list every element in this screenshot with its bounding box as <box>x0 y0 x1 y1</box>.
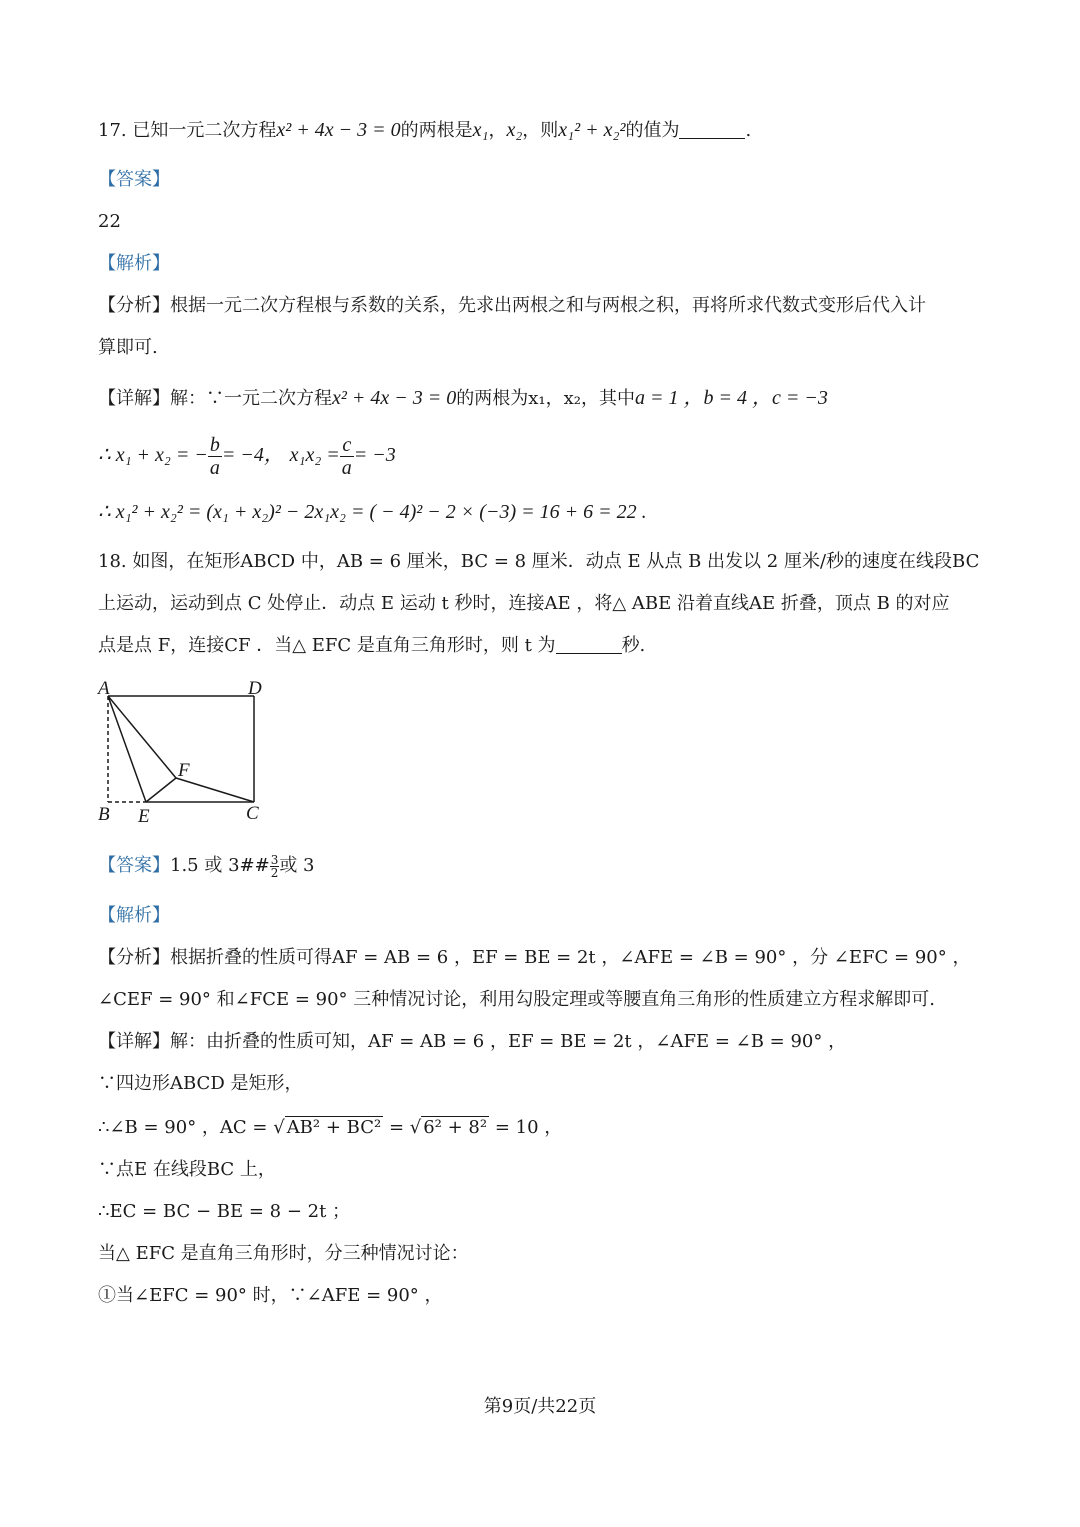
edge-FE <box>146 778 176 802</box>
q18-detail-line-6: 当△ EFC 是直角三角形时，分三种情况讨论： <box>98 1243 469 1264</box>
q17-detail-mid: 的两根为x₁，x₂，其中 <box>456 388 635 409</box>
q17-detail-equation: x² + 4x − 3 = 0 <box>332 387 457 409</box>
q17-coefficients: a = 1 ，b = 4 ，c = −3 <box>634 387 828 409</box>
label-D: D <box>248 678 262 699</box>
rectangle-fold-figure <box>92 674 282 832</box>
ac-lhs: ∴∠B = 90° ，AC = √ <box>98 1117 285 1138</box>
q17-detail-pre: 解：∵一元二次方程 <box>170 388 332 409</box>
edge-AF <box>108 696 176 778</box>
label-B: B <box>98 804 110 825</box>
q18-detail-line-3 <box>98 1114 562 1142</box>
frac-num: 3 <box>270 852 279 867</box>
fraction-b-over-a <box>208 434 222 479</box>
answer-blank <box>556 635 622 654</box>
q18-detail-line-2: ∵四边形ABCD 是矩形， <box>98 1073 303 1094</box>
q18-line-2: 上运动，运动到点 C 处停止．动点 E 运动 t 秒时，连接AE ，将△ ABE 沿着直线AE 折叠，顶点 B 的对应 <box>98 593 950 614</box>
label-F: F <box>178 760 190 781</box>
analysis-tag: 【解析】 <box>98 253 170 274</box>
q17-suffix: 的值为 <box>625 120 680 141</box>
q17-expression: x₁² + x₂² <box>558 119 626 141</box>
q17-analysis-line-2: 算即可. <box>98 337 158 358</box>
answer-tag: 【答案】 <box>98 855 170 876</box>
answer-18-tail: 或 3 <box>279 855 315 876</box>
frac-num: c <box>340 434 354 457</box>
q17-mid2: ，则 <box>522 120 559 141</box>
frac-den: a <box>209 456 220 479</box>
detail-label: 【详解】 <box>98 1031 170 1052</box>
q18-detail-text: 解：由折叠的性质可知，AF = AB = 6 ，EF = BE = 2t ，∠AFE = ∠B = 90° ， <box>170 1031 847 1052</box>
detail-label: 【详解】 <box>98 388 170 409</box>
frac-num: b <box>209 433 220 456</box>
ac-result: = 10 ， <box>489 1117 563 1138</box>
q18-answer-line <box>98 852 315 880</box>
q18-line-3 <box>98 632 645 660</box>
q18-detail-line-1 <box>98 1028 846 1056</box>
analysis-label: 【分析】 <box>98 295 170 316</box>
q17-sep: ， <box>488 120 507 141</box>
page-footer: 第9页/共22页 <box>483 1396 597 1417</box>
q18-analysis-line-2: ∠CEF = 90° 和∠FCE = 90° 三种情况讨论，利用勾股定理或等腰直角三角形的性质建立方程求解即可. <box>98 989 935 1010</box>
q17-detail-line <box>98 384 828 413</box>
answer-18-text: 1.5 或 3## <box>170 855 270 876</box>
product-result: = −3 <box>353 444 396 466</box>
q17-prefix: 17. 已知一元二次方程 <box>98 120 277 141</box>
sum-lhs: ∴ x₁ + x₂ = − <box>98 444 208 466</box>
question-17 <box>98 116 751 145</box>
analysis-label: 【分析】 <box>98 947 170 968</box>
label-C: C <box>246 803 259 824</box>
q18-analysis-text: 根据折叠的性质可得AF = AB = 6 ，EF = BE = 2t ，∠AFE = ∠B = 90° ，分 ∠EFC = 90° ， <box>170 947 971 968</box>
q18-detail-line-7: ①当∠EFC = 90° 时，∵∠AFE = 90° ， <box>98 1285 443 1306</box>
q17-final-line: ∴ x₁² + x₂² = (x₁ + x₂)² − 2x₁x₂ = ( − 4)² − 2 × (−3) = 16 + 6 = 22 . <box>98 501 647 523</box>
q17-sum-product-line <box>98 428 396 483</box>
q17-analysis-line-1 <box>98 292 926 320</box>
q18-detail-line-5: ∴EC = BC − BE = 8 − 2t ； <box>98 1201 351 1222</box>
product-lhs: x₁x₂ = <box>289 444 340 466</box>
q17-mid: 的两根是 <box>400 120 473 141</box>
answer-17: 22 <box>98 211 121 232</box>
q18-line-3-pre: 点是点 F，连接CF ．当△ EFC 是直角三角形时，则 t 为 <box>98 635 556 656</box>
q17-root2: x₂ <box>506 119 523 141</box>
fraction-3-over-2 <box>270 854 280 879</box>
q18-line-3-post: 秒. <box>621 635 646 656</box>
label-A: A <box>98 678 110 699</box>
frac-den: a <box>341 456 352 479</box>
sum-result: = −4， <box>221 444 284 466</box>
q18-detail-line-4: ∵点E 在线段BC 上， <box>98 1159 276 1180</box>
q17-root1: x₁ <box>472 119 489 141</box>
label-E: E <box>138 806 150 827</box>
fraction-c-over-a <box>340 434 354 479</box>
radicand-2: 6² + 8² <box>423 1117 488 1138</box>
q17-equation: x² + 4x − 3 = 0 <box>276 119 401 141</box>
edge-AE <box>108 696 146 802</box>
analysis-tag: 【解析】 <box>98 905 170 926</box>
frac-den: 2 <box>270 865 279 880</box>
edge-FC <box>176 778 254 802</box>
answer-blank <box>679 120 745 139</box>
q18-line-1: 18. 如图，在矩形ABCD 中，AB = 6 厘米，BC = 8 厘米．动点 E 从点 B 出发以 2 厘米/秒的速度在线段BC <box>98 551 980 572</box>
q18-analysis-line-1 <box>98 944 970 972</box>
ac-mid: = √ <box>383 1117 422 1138</box>
q17-analysis-text: 根据一元二次方程根与系数的关系，先求出两根之和与两根之积，再将所求代数式变形后代入计 <box>170 295 926 316</box>
radicand-1: AB² + BC² <box>286 1117 382 1138</box>
answer-tag: 【答案】 <box>98 169 170 190</box>
q17-end: . <box>745 120 752 141</box>
